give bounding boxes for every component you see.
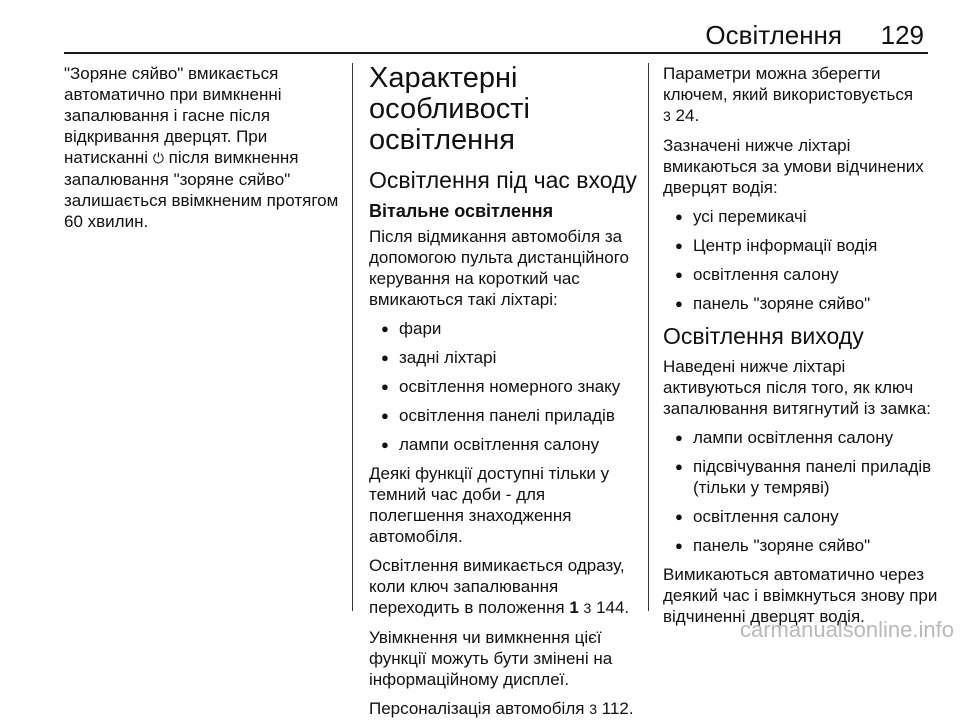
list-item: ● освітлення панелі приладів	[369, 405, 641, 426]
bullet-list	[663, 206, 938, 314]
page-ref-icon: 3	[663, 108, 671, 124]
list-item: ● лампи освітлення салону	[369, 434, 641, 455]
paragraph-text: Освітлення вимикається одразу, коли ключ запалювання переходить в положення	[369, 556, 625, 617]
list-item: ● лампи освітлення салону	[663, 427, 938, 448]
list-item: ● усі перемикачі	[663, 206, 938, 227]
section-title: Освітлення	[705, 20, 842, 50]
paragraph-text: Персоналізація автомобіля	[369, 699, 585, 718]
paragraph: Деякі функції доступні тільки у темний час доби - для полегшення знаходження автомобіля.	[369, 464, 610, 546]
paragraph-text: після вимкнення запалювання "зоряне сяйво" залишається ввімкненим протягом 60 хвилин.	[64, 148, 339, 231]
list-item: ● панель "зоряне сяйво"	[663, 535, 938, 556]
paragraph: Після відмикання автомобіля за допомогою пульта дистанційного керування на короткий час вмикаються такі ліхтарі:	[369, 227, 629, 309]
list-item: ● фари	[369, 318, 641, 339]
list-item: ● панель "зоряне сяйво"	[663, 293, 938, 314]
paragraph	[64, 63, 344, 232]
main-heading: Характерні особливості освітлення	[369, 62, 530, 156]
page-ref-icon: 3	[583, 600, 592, 616]
column-divider	[352, 63, 353, 611]
list-item: ● освітлення номерного знаку	[369, 376, 641, 397]
paragraph: Вимикаються автоматично через деякий час і ввімкнуться знову при відчиненні дверцят водія.	[663, 565, 938, 626]
watermark: carmanualsonline.info	[739, 617, 954, 642]
list-item: ● освітлення салону	[663, 264, 938, 285]
power-icon: ⏻	[152, 150, 164, 166]
paragraph	[369, 555, 641, 619]
paragraph	[663, 63, 938, 127]
subsection-heading: Вітальне освітлення	[369, 201, 554, 221]
paragraph-text: Параметри можна зберегти ключем, який використовується	[663, 64, 914, 104]
bullet-list	[369, 318, 641, 455]
bullet-list	[663, 427, 938, 556]
page-number: 129	[880, 20, 924, 50]
header-divider	[64, 52, 928, 54]
column-left	[64, 63, 344, 240]
list-item: ● Центр інформації водія	[663, 235, 938, 256]
column-middle	[369, 63, 641, 728]
page-ref-number[interactable]: 144.	[596, 598, 630, 617]
section-heading: Освітлення виходу	[663, 323, 864, 349]
list-item: ● задні ліхтарі	[369, 347, 641, 368]
page-ref-icon: 3	[589, 701, 597, 717]
paragraph: Наведені нижче ліхтарі активуються після того, як ключ запалювання витягнутий із замка:	[663, 357, 931, 418]
paragraph	[369, 698, 641, 720]
page-ref-number[interactable]: 112.	[601, 699, 634, 718]
column-divider	[648, 63, 649, 611]
page-ref-number[interactable]: 24.	[675, 106, 700, 125]
list-item: ● підсвічування панелі приладів (тільки у темряві)	[663, 456, 938, 498]
position-label: 1	[569, 598, 579, 617]
column-right	[663, 63, 938, 635]
paragraph-text: "Зоряне сяйво" вмикається автоматично при вимкненні запалювання і гасне після відкривання дверцят. При натисканні	[64, 64, 282, 167]
section-heading: Освітлення під час входу	[369, 167, 637, 193]
list-item: ● освітлення салону	[663, 506, 938, 527]
paragraph: Зазначені нижче ліхтарі вмикаються за умови відчинених дверцят водія:	[663, 136, 924, 197]
paragraph: Увімкнення чи вимкнення цієї функції можуть бути змінені на інформаційному дисплеї.	[369, 628, 613, 689]
page-header	[0, 0, 960, 52]
